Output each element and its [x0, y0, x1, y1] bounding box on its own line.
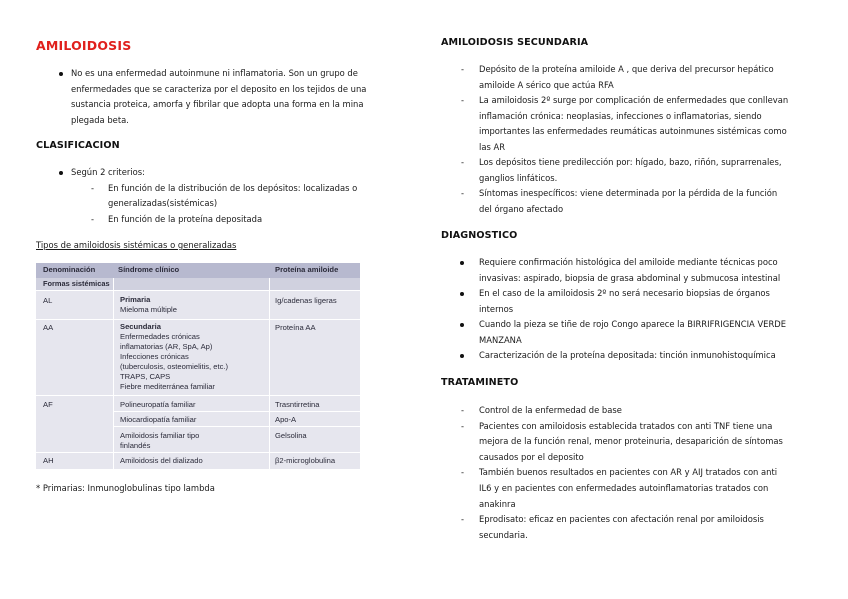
dash-marker: -	[461, 421, 465, 431]
cell-sindrome: Mieloma múltiple	[120, 305, 177, 314]
tipos-heading: Tipos de amiloidosis sistémicas o generalizadas	[36, 240, 237, 250]
secundaria-line: La amiloidosis 2º surge por complicación de enfermedades que conllevan	[479, 95, 789, 105]
page-title: AMILOIDOSIS	[36, 38, 132, 53]
cell-proteina: Gelsolina	[275, 431, 307, 440]
secundaria-line: del órgano afectado	[479, 204, 564, 214]
row-divider	[36, 319, 360, 320]
tratamiento-line: secundaria.	[479, 530, 528, 540]
intro-line: plegada beta.	[71, 115, 129, 125]
diagnostico-line: invasivas: aspirado, biopsia de grasa abdominal y submucosa intestinal	[479, 273, 781, 283]
row-divider	[36, 452, 360, 453]
row-divider	[36, 290, 360, 291]
cell-sindrome: Amiloidosis del dializado	[120, 456, 203, 465]
bullet-dot	[460, 261, 464, 265]
secundaria-heading: AMILOIDOSIS SECUNDARIA	[441, 37, 589, 48]
criterio-line: En función de la distribución de los depósitos: localizadas o	[108, 183, 358, 193]
row-divider	[36, 395, 360, 396]
tratamiento-line: Eprodisato: eficaz en pacientes con afectación renal por amiloidosis	[479, 514, 764, 524]
cell-denom: AA	[43, 323, 54, 332]
tratamiento-line: mejora de la función renal, menor proteinuria, desaparición de síntomas	[479, 436, 783, 446]
cell-proteina: Ig/cadenas ligeras	[275, 296, 337, 305]
secundaria-line: ganglios linfáticos.	[479, 173, 558, 183]
cell-sindrome: Enfermedades crónicas	[120, 332, 200, 341]
col-divider	[269, 278, 270, 469]
diagnostico-line: Cuando la pieza se tiñe de rojo Congo aparece la BIRRIFRIGENCIA VERDE	[479, 319, 787, 329]
tratamiento-line: causados por el deposito	[479, 452, 584, 462]
cell-sindrome: TRAPS, CAPS	[120, 372, 171, 381]
amiloidosis-table	[36, 263, 360, 469]
dash-marker: -	[461, 467, 465, 477]
cell-sindrome: Fiebre mediterránea familiar	[120, 382, 215, 391]
bullet-dot	[59, 72, 63, 76]
diagnostico-line: Requiere confirmación histológica del amiloide mediante técnicas poco	[479, 257, 778, 267]
cell-denom: AH	[43, 456, 54, 465]
intro-line: sustancia proteica, amorfa y fibrilar que adopta una forma en la mina	[71, 99, 364, 109]
cell-sindrome: Polineuropatía familiar	[120, 400, 196, 409]
dash-marker: -	[461, 157, 465, 167]
bullet-dot	[460, 323, 464, 327]
secundaria-line: importantes las enfermedades reumáticas autoinmunes sistémicas como	[479, 126, 787, 136]
intro-line: No es una enfermedad autoinmune ni inflamatoria. Son un grupo de	[71, 68, 358, 78]
criterio-line: En función de la proteína depositada	[108, 214, 263, 224]
table-header	[36, 263, 360, 278]
cell-sindrome: finlandés	[120, 441, 151, 450]
cell-sindrome: Amiloidosis familiar tipo	[120, 431, 200, 440]
section-label: Formas sistémicas	[43, 279, 110, 288]
cell-proteina: β2-microglobulina	[275, 456, 336, 465]
cell-sindrome: inflamatorias (AR, SpA, Ap)	[120, 342, 213, 351]
dash-marker: -	[461, 514, 465, 524]
cell-denom: AF	[43, 400, 53, 409]
dash-marker: -	[461, 64, 465, 74]
tratamiento-line: IL6 y en pacientes con enfermedades autoinflamatorias tratados con	[479, 483, 769, 493]
clasificacion-heading: CLASIFICACION	[36, 140, 120, 151]
bullet-dot	[460, 292, 464, 296]
diagnostico-line: En el caso de la amiloidosis 2º no será necesario biopsias de órganos	[479, 288, 770, 298]
header-cell: Denominación	[43, 265, 96, 274]
dash-marker: -	[461, 405, 465, 415]
footnote: * Primarias: Inmunoglobulinas tipo lambda	[36, 483, 215, 493]
diagnostico-heading: DIAGNOSTICO	[441, 230, 518, 241]
secundaria-line: Depósito de la proteína amiloide A , que deriva del precursor hepático	[479, 64, 774, 74]
secundaria-line: las AR	[479, 142, 506, 152]
cell-proteina: Apo-A	[275, 415, 297, 424]
row-divider	[113, 426, 360, 427]
bullet-dot	[460, 354, 464, 358]
intro-line: enfermedades que se caracteriza por el deposito en los tejidos de una	[71, 84, 367, 94]
diagnostico-line: Caracterización de la proteína depositada: tinción inmunohistoquímica	[479, 350, 776, 360]
secundaria-line: Los depósitos tiene predilección por: hígado, bazo, riñón, suprarrenales,	[479, 157, 782, 167]
cell-sindrome-title: Primaria	[120, 295, 151, 304]
dash-marker: -	[461, 188, 465, 198]
cell-sindrome-title: Secundaria	[120, 322, 161, 331]
cell-sindrome: (tuberculosis, osteomielitis, etc.)	[120, 362, 229, 371]
secundaria-line: Síntomas inespecíficos: viene determinada por la pérdida de la función	[479, 188, 778, 198]
row-divider	[113, 411, 360, 412]
tratamiento-line: También buenos resultados en pacientes con AR y AIJ tratados con anti	[479, 467, 778, 477]
tratamiento-line: Pacientes con amiloidosis establecida tratados con anti TNF tiene una	[479, 421, 773, 431]
cell-denom: AL	[43, 296, 53, 305]
header-cell: Síndrome clínico	[118, 265, 180, 274]
cell-sindrome: Miocardiopatía familiar	[120, 415, 197, 424]
bullet-dot	[59, 171, 63, 175]
tratamiento-line: Control de la enfermedad de base	[479, 405, 622, 415]
col-divider	[113, 278, 114, 469]
diagnostico-line: MANZANA	[479, 335, 522, 345]
criterio-line: generalizadas(sistémicas)	[108, 198, 218, 208]
cell-proteina: Proteína AA	[275, 323, 316, 332]
criterios-label: Según 2 criterios:	[71, 167, 145, 177]
diagnostico-line: internos	[479, 304, 514, 314]
tratamiento-heading: TRATAMINETO	[441, 377, 519, 388]
secundaria-line: inflamación crónica: neoplasias, infecciones o inflamatorias, siendo	[479, 111, 762, 121]
cell-proteina: Trasntirretina	[275, 400, 320, 409]
cell-sindrome: Infecciones crónicas	[120, 352, 189, 361]
dash-marker: -	[461, 95, 465, 105]
tratamiento-line: anakinra	[479, 499, 516, 509]
header-cell: Proteína amiloide	[275, 265, 339, 274]
secundaria-line: amiloide A sérico que actúa RFA	[479, 80, 614, 90]
table-section-row	[36, 278, 360, 290]
dash-marker: -	[91, 183, 95, 193]
dash-marker: -	[91, 214, 95, 224]
